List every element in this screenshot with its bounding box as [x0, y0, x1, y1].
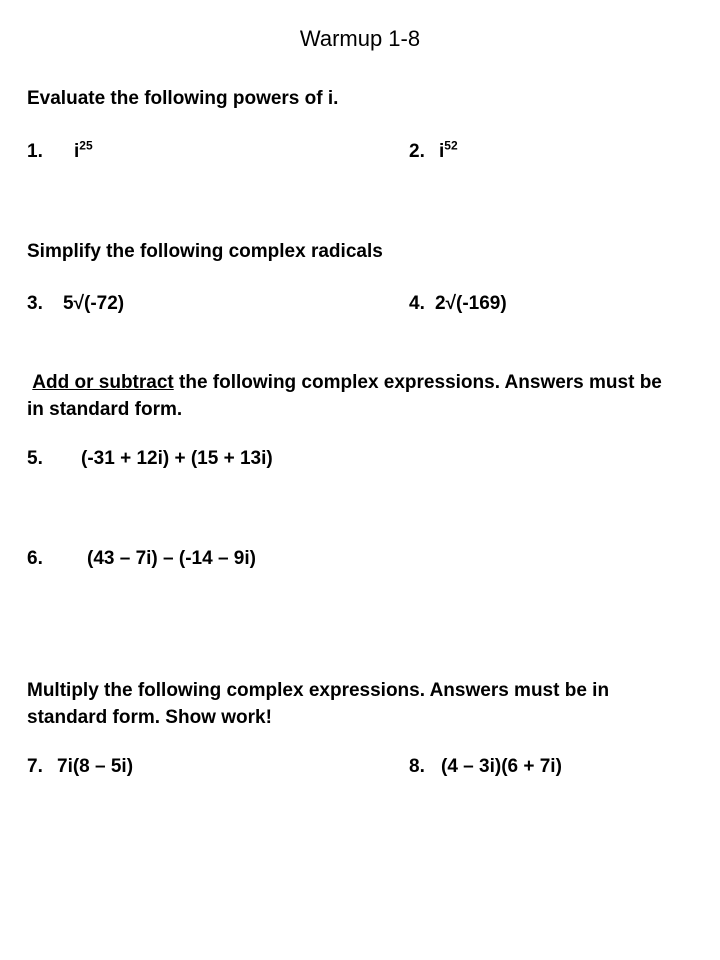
section3-instruction-underlined: Add or subtract [32, 372, 174, 393]
section4-instruction: Multiply the following complex expressions. Answers must be in standard form. Show work! [27, 680, 610, 728]
q6-number: 6. [27, 548, 43, 569]
page-title: Warmup 1-8 [299, 26, 421, 51]
section1-instruction: Evaluate the following powers of i. [27, 88, 339, 109]
section3-instruction-rest: the following complex expressions. Answers must be in standard form. [27, 372, 662, 420]
q1-exponent: 25 [79, 138, 93, 153]
q2-number: 2. [409, 141, 425, 162]
q3-number: 3. [27, 293, 43, 314]
q2-base: i [439, 141, 445, 162]
q1-expression [74, 138, 93, 163]
q8-expression: (4 – 3i)(6 + 7i) [441, 756, 562, 777]
section2-instruction: Simplify the following complex radicals [27, 241, 383, 262]
q6-expression: (43 – 7i) – (-14 – 9i) [87, 548, 256, 569]
q8-number: 8. [409, 756, 425, 777]
q7-expression: 7i(8 – 5i) [57, 756, 134, 777]
q5-expression: (-31 + 12i) + (15 + 13i) [81, 448, 273, 469]
q5-number: 5. [27, 448, 43, 469]
section3-instruction [27, 369, 677, 423]
q2-exponent: 52 [444, 138, 458, 153]
q3-expression: 5√(-72) [63, 293, 125, 314]
q1-number: 1. [27, 141, 43, 162]
q4-expression: 2√(-169) [435, 293, 507, 314]
q2-expression [439, 138, 458, 163]
q1-base: i [74, 141, 80, 162]
q4-number: 4. [409, 293, 425, 314]
q7-number: 7. [27, 756, 43, 777]
